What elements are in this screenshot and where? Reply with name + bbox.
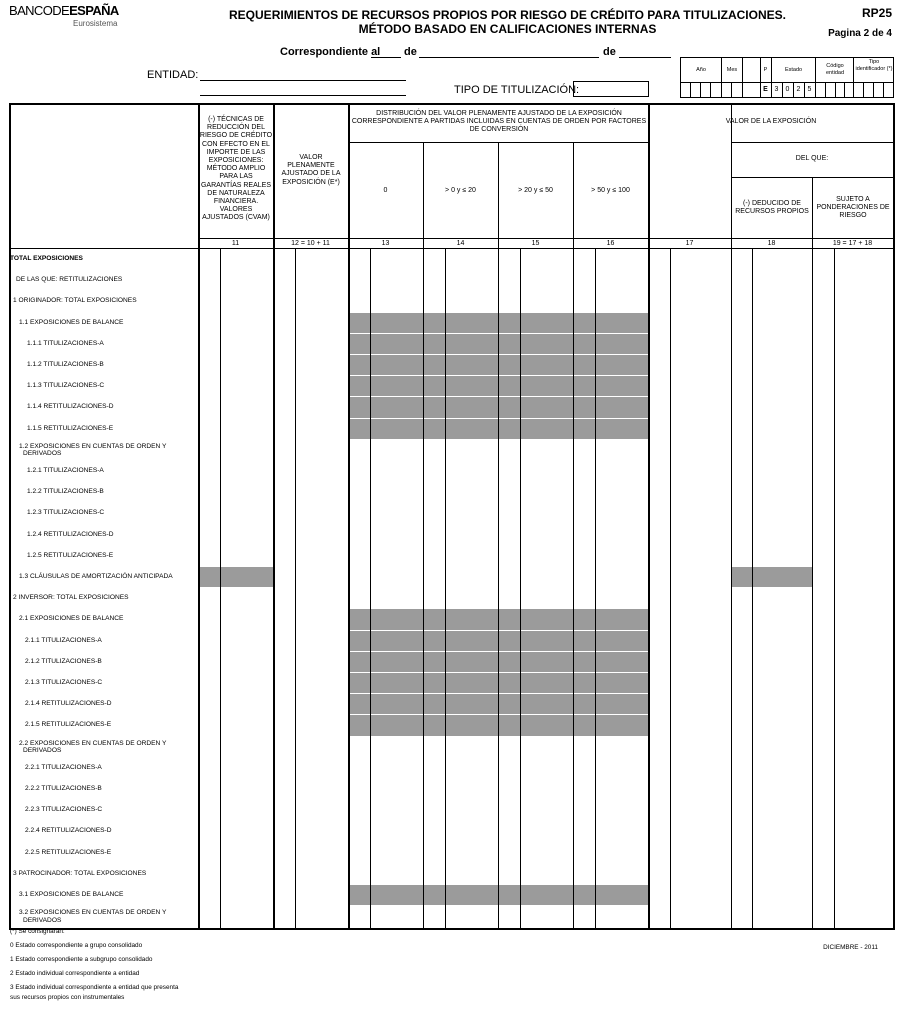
table-border-top (9, 103, 893, 105)
form-title-line1: REQUERIMIENTOS DE RECURSOS PROPIOS POR RIESGO DE CRÉDITO PARA TITULIZACIONES. (229, 8, 786, 22)
column-line (498, 142, 499, 928)
column-line (273, 103, 275, 928)
column-line (812, 177, 813, 928)
row-label: 1.2.4 RETITULIZACIONES-D (27, 530, 114, 538)
month-field[interactable] (419, 57, 599, 58)
col-number-12: 12 = 10 + 11 (291, 240, 330, 247)
column-line (198, 103, 200, 928)
column-line (573, 142, 574, 928)
id-value: 0 (785, 86, 790, 93)
col-header-19: SUJETO A PONDERACIONES DE RIESGO (816, 196, 890, 220)
entidad-field[interactable] (200, 80, 406, 81)
col-header-15: > 20 y ≤ 50 (518, 187, 553, 194)
row-label: 1.3 CLÁUSULAS DE AMORTIZACIÓN ANTICIPADA (19, 573, 173, 580)
table-border-bottom (9, 928, 893, 930)
bank-logo (9, 3, 119, 18)
id-value: 5 (807, 86, 812, 93)
row-label: DE LAS QUE: RETITULIZACIONES (16, 276, 123, 284)
row-label: 1.2.2 TITULIZACIONES-B (27, 488, 104, 496)
column-inner-line (295, 248, 296, 928)
id-box-line (844, 82, 845, 98)
id-box-line (853, 57, 854, 98)
form-title-line2: MÉTODO BASADO EN CALIFICACIONES INTERNAS (358, 22, 657, 36)
column-inner-line (595, 248, 596, 928)
footer-note: (*) Se consignarán: (10, 928, 65, 935)
col-header-14: > 0 y ≤ 20 (445, 187, 476, 194)
col-header-13: 0 (383, 187, 388, 194)
id-value: 3 (774, 86, 779, 93)
col-header-18: (-) DEDUCIDO DE RECURSOS PROPIOS (735, 200, 809, 216)
column-line (348, 103, 350, 928)
row-label: 1.1.5 RETITULIZACIONES-E (27, 424, 114, 432)
row-label: 2.1 EXPOSICIONES DE BALANCE (19, 615, 124, 623)
col-header-valor: VALOR DE LA EXPOSICIÓN (725, 118, 817, 125)
shaded-cell (198, 567, 273, 587)
row-label: 2.1.4 RETITULIZACIONES-D (25, 700, 112, 708)
header-divider (198, 238, 893, 239)
column-inner-line (220, 248, 221, 928)
header-divider (348, 142, 648, 143)
id-box-line (742, 57, 743, 98)
row-label: 2.2.5 RETITULIZACIONES-E (25, 848, 112, 856)
col-number-17: 17 (685, 240, 694, 247)
footer-note: 0 Estado correspondiente a grupo consolidado (10, 942, 143, 949)
footer-note: sus recursos propios con instrumentales (10, 994, 125, 1001)
col-number-16: 16 (606, 240, 615, 247)
id-value-e: E (763, 86, 768, 93)
row-label: 1 ORIGINADOR: TOTAL EXPOSICIONES (13, 297, 137, 305)
tipo-titulizacion-label: TIPO DE TITULIZACIÓN: (454, 84, 580, 96)
col-number-13: 13 (381, 240, 390, 247)
id-box-line (710, 82, 711, 98)
row-label: 2.2 EXPOSICIONES EN CUENTAS DE ORDEN Y (19, 739, 167, 747)
row-label: 3.2 EXPOSICIONES EN CUENTAS DE ORDEN Y (19, 909, 167, 917)
column-inner-line (834, 248, 835, 928)
de-label-1: de (404, 46, 417, 58)
page-number: Pagina 2 de 4 (828, 28, 892, 39)
col-header-16: > 50 y ≤ 100 (591, 187, 630, 194)
period-field[interactable] (371, 57, 401, 58)
row-label-continuation: DERIVADOS (23, 916, 62, 924)
id-label-tipo: Tipo identificador (*) (855, 59, 893, 72)
row-label: 2.1.2 TITULIZACIONES-B (25, 657, 102, 665)
row-label: 2.2.4 RETITULIZACIONES-D (25, 827, 112, 835)
id-label-codigo: Código entidad (825, 63, 845, 76)
id-box-line (731, 82, 732, 98)
column-inner-line (752, 248, 753, 928)
row-label-continuation: DERIVADOS (23, 450, 62, 458)
shaded-cell (731, 567, 812, 587)
header-divider (9, 248, 893, 249)
col-number-14: 14 (456, 240, 465, 247)
column-inner-line (445, 248, 446, 928)
row-label: 1.1.4 RETITULIZACIONES-D (27, 403, 114, 411)
row-label: 1.2 EXPOSICIONES EN CUENTAS DE ORDEN Y (19, 442, 167, 450)
id-label-p: P (763, 67, 768, 73)
row-label: 2.2.1 TITULIZACIONES-A (25, 763, 102, 771)
column-line (423, 142, 424, 928)
logo-text: BANCODE (9, 3, 70, 18)
id-box-line (700, 82, 701, 98)
footer-note: 1 Estado correspondiente a subgrupo consolidado (10, 956, 153, 963)
column-inner-line (670, 248, 671, 928)
row-label: 2.2.3 TITULIZACIONES-C (25, 806, 103, 814)
header-divider (731, 177, 893, 178)
footer-date: DICIEMBRE - 2011 (823, 944, 878, 951)
id-box-divider (680, 82, 894, 83)
column-line (648, 103, 650, 928)
row-label: 2.1.1 TITULIZACIONES-A (25, 636, 102, 644)
footer-note: 3 Estado individual correspondiente a entidad que presenta (10, 984, 179, 991)
row-label: 1.1.3 TITULIZACIONES-C (27, 382, 105, 390)
column-line (731, 103, 732, 928)
col-number-15: 15 (531, 240, 540, 247)
row-label: 1.2.3 TITULIZACIONES-C (27, 509, 105, 517)
logo-text-bold: ESPAÑA (69, 3, 119, 18)
id-box-line (873, 82, 874, 98)
row-label: 2.1.3 TITULIZACIONES-C (25, 679, 103, 686)
id-box-line (825, 82, 826, 98)
row-label: 2 INVERSOR: TOTAL EXPOSICIONES (13, 594, 129, 602)
col-header-del-que: DEL QUE: (795, 155, 829, 162)
de-label-2: de (603, 46, 616, 58)
row-label: 3 PATROCINADOR: TOTAL EXPOSICIONES (13, 869, 147, 877)
year-field[interactable] (619, 57, 671, 58)
id-box-line (815, 57, 816, 98)
row-label: 1.2.1 TITULIZACIONES-A (27, 467, 104, 474)
row-label: 2.2.2 TITULIZACIONES-B (25, 785, 102, 792)
row-label: 1.1.1 TITULIZACIONES-A (27, 339, 104, 347)
id-box-line (690, 82, 691, 98)
id-box-line (721, 57, 722, 98)
id-box-line (883, 82, 884, 98)
id-box-line (863, 82, 864, 98)
row-label: 1.1 EXPOSICIONES DE BALANCE (19, 318, 124, 326)
col-header-12: VALOR PLENAMENTE AJUSTADO DE LA EXPOSICIÓN (E*) (281, 154, 341, 186)
row-label: 3.1 EXPOSICIONES DE BALANCE (19, 891, 124, 898)
column-inner-line (520, 248, 521, 928)
corresp-label: Correspondiente al (280, 46, 381, 58)
logo-subtitle: Eurosistema (73, 19, 118, 28)
col-number-11: 11 (231, 240, 240, 247)
entidad-field-2[interactable] (200, 95, 406, 96)
row-label: 1.1.2 TITULIZACIONES-B (27, 361, 104, 368)
entidad-label: ENTIDAD: (147, 69, 199, 81)
col-header-11: (-) TÉCNICAS DE REDUCCIÓN DEL RIESGO DE CRÉDITO CON EFECTO EN EL IMPORTE DE LAS EXPOSICIONES: MÉTODO AMPLIO PARA LAS GARANTÍAS REALES DE NATURALEZA FINANCIERA. VALORES AJUSTADOS (CVAM) (199, 116, 273, 222)
footer-note: 2 Estado individual correspondiente a entidad (10, 970, 140, 977)
tipo-titulizacion-input[interactable] (573, 81, 649, 97)
table-border-left (9, 103, 11, 928)
header-divider (731, 142, 893, 143)
col-header-distribution: DISTRIBUCIÓN DEL VALOR PLENAMENTE AJUSTADO DE LA EXPOSICIÓN CORRESPONDIENTE A PARTIDAS INCLUIDAS EN CUENTAS DE ORDEN POR FACTORES DE CONVERSIÓN (351, 110, 647, 134)
col-number-19: 19 = 17 + 18 (832, 240, 873, 247)
id-label-estado: Estado (784, 67, 803, 73)
id-value: 2 (796, 86, 801, 93)
row-label-continuation: DERIVADOS (23, 747, 62, 755)
form-code: RP25 (861, 6, 892, 20)
column-inner-line (370, 248, 371, 928)
table-border-right (893, 103, 895, 930)
row-label: 1.2.5 RETITULIZACIONES-E (27, 551, 114, 559)
row-label: 2.1.5 RETITULIZACIONES-E (25, 721, 112, 729)
col-number-18: 18 (767, 240, 776, 247)
id-label-month: Mes (726, 67, 738, 73)
id-label-year: Año (696, 67, 706, 73)
id-box-line (835, 82, 836, 98)
row-label: TOTAL EXPOSICIONES (10, 255, 83, 262)
